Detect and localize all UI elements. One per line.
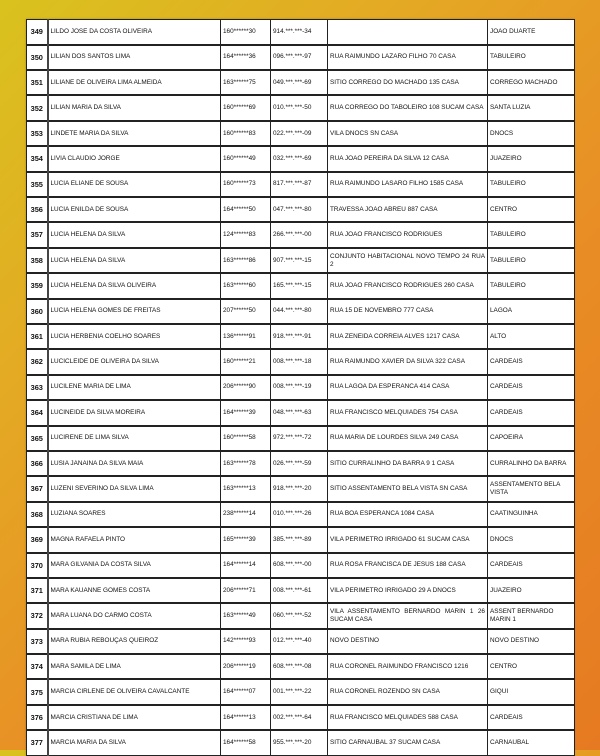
address-cell	[328, 20, 488, 45]
district-cell: LAGOA	[488, 299, 575, 324]
row-number-cell: 354	[27, 146, 48, 171]
district-cell: CARDEAIS	[488, 349, 575, 374]
nis-number-cell: 164******07	[221, 679, 271, 704]
table-row	[27, 705, 575, 730]
person-name-cell: MARA RUBIA REBOUÇAS QUEIROZ	[48, 629, 221, 654]
district-cell: TABULEIRO	[488, 45, 575, 70]
row-number-cell: 360	[27, 299, 48, 324]
address-cell: CONJUNTO HABITACIONAL NOVO TEMPO 24 RUA 2	[328, 248, 488, 273]
nis-number-cell: 163******49	[221, 603, 271, 628]
table-row	[27, 299, 575, 324]
address-cell: RUA BOA ESPERANCA 1084 CASA	[328, 502, 488, 527]
nis-number-cell: 160******30	[221, 20, 271, 45]
table-row	[27, 375, 575, 400]
address-cell: VILA PERIMETRO IRRIGADO 61 SUCAM CASA	[328, 527, 488, 552]
cpf-number-cell: 060.***.***-52	[271, 603, 328, 628]
table-row	[27, 95, 575, 120]
address-cell: RUA ZENEIDA CORREIA ALVES 1217 CASA	[328, 324, 488, 349]
cpf-number-cell: 385.***.***-89	[271, 527, 328, 552]
person-name-cell: MARA KAUANNE GOMES COSTA	[48, 578, 221, 603]
cpf-number-cell: 008.***.***-61	[271, 578, 328, 603]
nis-number-cell: 164******50	[221, 197, 271, 222]
address-cell: RUA ROSA FRANCISCA DE JESUS 188 CASA	[328, 553, 488, 578]
table-row	[27, 730, 575, 755]
row-number-cell: 364	[27, 400, 48, 425]
person-name-cell: LUCIA HELENA GOMES DE FREITAS	[48, 299, 221, 324]
district-cell: CARNAUBAL	[488, 730, 575, 755]
row-number-cell: 366	[27, 451, 48, 476]
cpf-number-cell: 817.***.***-87	[271, 172, 328, 197]
person-name-cell: LUCIA HELENA DA SILVA OLIVEIRA	[48, 273, 221, 298]
row-number-cell: 363	[27, 375, 48, 400]
row-number-cell: 368	[27, 502, 48, 527]
nis-number-cell: 164******13	[221, 705, 271, 730]
row-number-cell: 358	[27, 248, 48, 273]
person-name-cell: LILIANE DE OLIVEIRA LIMA ALMEIDA	[48, 70, 221, 95]
row-number-cell: 370	[27, 553, 48, 578]
address-cell: RUA 15 DE NOVEMBRO 777 CASA	[328, 299, 488, 324]
person-name-cell: MARCIA MARIA DA SILVA	[48, 730, 221, 755]
nis-number-cell: 160******21	[221, 349, 271, 374]
cpf-number-cell: 032.***.***-69	[271, 146, 328, 171]
table-row	[27, 349, 575, 374]
district-cell: GIQUI	[488, 679, 575, 704]
address-cell: RUA JOAO FRANCISCO RODRIGUES 260 CASA	[328, 273, 488, 298]
cpf-number-cell: 049.***.***-69	[271, 70, 328, 95]
row-number-cell: 376	[27, 705, 48, 730]
district-cell: JUAZEIRO	[488, 146, 575, 171]
cpf-number-cell: 918.***.***-20	[271, 476, 328, 501]
cpf-number-cell: 047.***.***-80	[271, 197, 328, 222]
person-name-cell: LUCILENE MARIA DE LIMA	[48, 375, 221, 400]
address-cell: VILA PERIMETRO IRRIGADO 29 A DNOCS	[328, 578, 488, 603]
table-row	[27, 70, 575, 95]
cpf-number-cell: 266.***.***-00	[271, 222, 328, 247]
district-cell: NOVO DESTINO	[488, 629, 575, 654]
district-cell: SANTA LUZIA	[488, 95, 575, 120]
nis-number-cell: 124******83	[221, 222, 271, 247]
nis-number-cell: 165******39	[221, 527, 271, 552]
person-name-cell: LUCIA HERBENIA COELHO SOARES	[48, 324, 221, 349]
cpf-number-cell: 022.***.***-09	[271, 121, 328, 146]
table-row	[27, 476, 575, 501]
district-cell: TABULEIRO	[488, 273, 575, 298]
nis-number-cell: 164******36	[221, 45, 271, 70]
address-cell: SITIO CURRALINHO DA BARRA 9 1 CASA	[328, 451, 488, 476]
table-row	[27, 451, 575, 476]
address-cell: RUA JOAO FRANCISCO RODRIGUES	[328, 222, 488, 247]
row-number-cell: 352	[27, 95, 48, 120]
district-cell: DNOCS	[488, 527, 575, 552]
district-cell: ASSENT BERNARDO MARIN 1	[488, 603, 575, 628]
district-cell: CORREGO MACHADO	[488, 70, 575, 95]
table-row	[27, 146, 575, 171]
nis-number-cell: 160******83	[221, 121, 271, 146]
cpf-number-cell: 608.***.***-00	[271, 553, 328, 578]
address-cell: RUA RAIMUNDO XAVIER DA SILVA 322 CASA	[328, 349, 488, 374]
row-number-cell: 349	[27, 20, 48, 45]
cpf-number-cell: 165.***.***-15	[271, 273, 328, 298]
district-cell: DNOCS	[488, 121, 575, 146]
row-number-cell: 377	[27, 730, 48, 755]
cpf-number-cell: 914.***.***-34	[271, 20, 328, 45]
person-name-cell: LUCIA HELENA DA SILVA	[48, 222, 221, 247]
cpf-number-cell: 048.***.***-63	[271, 400, 328, 425]
cpf-number-cell: 001.***.***-22	[271, 679, 328, 704]
table-row	[27, 222, 575, 247]
table-row	[27, 324, 575, 349]
address-cell: RUA CORONEL RAIMUNDO FRANCISCO 1216	[328, 654, 488, 679]
person-name-cell: MARCIA CRISTIANA DE LIMA	[48, 705, 221, 730]
district-cell: JOAO DUARTE	[488, 20, 575, 45]
row-number-cell: 374	[27, 654, 48, 679]
table-row	[27, 45, 575, 70]
cpf-number-cell: 907.***.***-15	[271, 248, 328, 273]
nis-number-cell: 206******71	[221, 578, 271, 603]
nis-number-cell: 160******49	[221, 146, 271, 171]
district-cell: TABULEIRO	[488, 222, 575, 247]
table-row	[27, 20, 575, 45]
address-cell: RUA CORONEL ROZENDO SN CASA	[328, 679, 488, 704]
row-number-cell: 369	[27, 527, 48, 552]
address-cell: VILA DNOCS SN CASA	[328, 121, 488, 146]
district-cell: JUAZEIRO	[488, 578, 575, 603]
nis-number-cell: 164******58	[221, 730, 271, 755]
person-name-cell: LUCICLEIDE DE OLIVEIRA DA SILVA	[48, 349, 221, 374]
address-cell: RUA MARIA DE LOURDES SILVA 249 CASA	[328, 426, 488, 451]
table-row	[27, 603, 575, 628]
table-row	[27, 197, 575, 222]
nis-number-cell: 142******93	[221, 629, 271, 654]
district-cell: CARDEAIS	[488, 375, 575, 400]
table-row	[27, 578, 575, 603]
nis-number-cell: 136******91	[221, 324, 271, 349]
person-name-cell: LUCIRENE DE LIMA SILVA	[48, 426, 221, 451]
district-cell: CURRALINHO DA BARRA	[488, 451, 575, 476]
address-cell: RUA CORREGO DO TABOLEIRO 108 SUCAM CASA	[328, 95, 488, 120]
cpf-number-cell: 010.***.***-26	[271, 502, 328, 527]
row-number-cell: 362	[27, 349, 48, 374]
person-name-cell: LILIAN MARIA DA SILVA	[48, 95, 221, 120]
table-row	[27, 273, 575, 298]
address-cell: RUA RAIMUNDO LASARO FILHO 1585 CASA	[328, 172, 488, 197]
row-number-cell: 357	[27, 222, 48, 247]
nis-number-cell: 160******58	[221, 426, 271, 451]
district-cell: ASSENTAMENTO BELA VISTA	[488, 476, 575, 501]
beneficiary-table	[26, 19, 575, 756]
cpf-number-cell: 026.***.***-59	[271, 451, 328, 476]
district-cell: CAATINGUINHA	[488, 502, 575, 527]
address-cell: SITIO CARNAUBAL 37 SUCAM CASA	[328, 730, 488, 755]
cpf-number-cell: 918.***.***-91	[271, 324, 328, 349]
row-number-cell: 372	[27, 603, 48, 628]
table-row	[27, 527, 575, 552]
district-cell: TABULEIRO	[488, 248, 575, 273]
cpf-number-cell: 010.***.***-50	[271, 95, 328, 120]
address-cell: NOVO DESTINO	[328, 629, 488, 654]
district-cell: CARDEAIS	[488, 400, 575, 425]
row-number-cell: 365	[27, 426, 48, 451]
table-row	[27, 400, 575, 425]
district-cell: CENTRO	[488, 654, 575, 679]
person-name-cell: MARA LUANA DO CARMO COSTA	[48, 603, 221, 628]
person-name-cell: LUSIA JANAINA DA SILVA MAIA	[48, 451, 221, 476]
person-name-cell: MARA GILVANIA DA COSTA SILVA	[48, 553, 221, 578]
district-cell: CARDEAIS	[488, 553, 575, 578]
table-row	[27, 248, 575, 273]
person-name-cell: MARA SAMILA DE LIMA	[48, 654, 221, 679]
row-number-cell: 367	[27, 476, 48, 501]
table-row	[27, 426, 575, 451]
cpf-number-cell: 972.***.***-72	[271, 426, 328, 451]
row-number-cell: 351	[27, 70, 48, 95]
table-row	[27, 121, 575, 146]
nis-number-cell: 164******39	[221, 400, 271, 425]
cpf-number-cell: 608.***.***-08	[271, 654, 328, 679]
person-name-cell: LUCINEIDE DA SILVA MOREIRA	[48, 400, 221, 425]
address-cell: RUA LAGOA DA ESPERANCA 414 CASA	[328, 375, 488, 400]
row-number-cell: 355	[27, 172, 48, 197]
row-number-cell: 350	[27, 45, 48, 70]
row-number-cell: 356	[27, 197, 48, 222]
table-row	[27, 553, 575, 578]
person-name-cell: LIVIA CLAUDIO JORGE	[48, 146, 221, 171]
address-cell: RUA JOAO PEREIRA DA SILVA 12 CASA	[328, 146, 488, 171]
nis-number-cell: 163******13	[221, 476, 271, 501]
person-name-cell: LILIAN DOS SANTOS LIMA	[48, 45, 221, 70]
cpf-number-cell: 012.***.***-40	[271, 629, 328, 654]
row-number-cell: 359	[27, 273, 48, 298]
table-row	[27, 654, 575, 679]
nis-number-cell: 160******69	[221, 95, 271, 120]
address-cell: RUA FRANCISCO MELQUIADES 588 CASA	[328, 705, 488, 730]
nis-number-cell: 164******14	[221, 553, 271, 578]
nis-number-cell: 163******78	[221, 451, 271, 476]
cpf-number-cell: 096.***.***-97	[271, 45, 328, 70]
nis-number-cell: 160******73	[221, 172, 271, 197]
cpf-number-cell: 008.***.***-19	[271, 375, 328, 400]
row-number-cell: 375	[27, 679, 48, 704]
person-name-cell: LUZIANA SOARES	[48, 502, 221, 527]
table-row	[27, 679, 575, 704]
district-cell: CENTRO	[488, 197, 575, 222]
address-cell: RUA FRANCISCO MELQUIADES 754 CASA	[328, 400, 488, 425]
cpf-number-cell: 008.***.***-18	[271, 349, 328, 374]
district-cell: CARDEAIS	[488, 705, 575, 730]
row-number-cell: 373	[27, 629, 48, 654]
nis-number-cell: 163******86	[221, 248, 271, 273]
table-row	[27, 502, 575, 527]
person-name-cell: MARCIA CIRLENE DE OLIVEIRA CAVALCANTE	[48, 679, 221, 704]
table-row	[27, 629, 575, 654]
person-name-cell: LUCIA ENILDA DE SOUSA	[48, 197, 221, 222]
district-cell: CAPOEIRA	[488, 426, 575, 451]
address-cell: TRAVESSA JOAO ABREU 887 CASA	[328, 197, 488, 222]
nis-number-cell: 207******50	[221, 299, 271, 324]
district-cell: TABULEIRO	[488, 172, 575, 197]
cpf-number-cell: 002.***.***-64	[271, 705, 328, 730]
nis-number-cell: 238******14	[221, 502, 271, 527]
cpf-number-cell: 044.***.***-80	[271, 299, 328, 324]
cpf-number-cell: 955.***.***-20	[271, 730, 328, 755]
nis-number-cell: 206******19	[221, 654, 271, 679]
person-name-cell: LUCIA ELIANE DE SOUSA	[48, 172, 221, 197]
person-name-cell: LUCIA HELENA DA SILVA	[48, 248, 221, 273]
nis-number-cell: 163******60	[221, 273, 271, 298]
address-cell: VILA ASSENTAMENTO BERNARDO MARIN 1 26 SUCAM CASA	[328, 603, 488, 628]
person-name-cell: LUZENI SEVERINO DA SILVA LIMA	[48, 476, 221, 501]
table-row	[27, 172, 575, 197]
nis-number-cell: 206******90	[221, 375, 271, 400]
nis-number-cell: 163******75	[221, 70, 271, 95]
row-number-cell: 371	[27, 578, 48, 603]
address-cell: SITIO CORREGO DO MACHADO 135 CASA	[328, 70, 488, 95]
row-number-cell: 361	[27, 324, 48, 349]
address-cell: RUA RAIMUNDO LAZARO FILHO 70 CASA	[328, 45, 488, 70]
person-name-cell: MAGNA RAFAELA PINTO	[48, 527, 221, 552]
person-name-cell: LILDO JOSE DA COSTA OLIVEIRA	[48, 20, 221, 45]
person-name-cell: LINDETE MARIA DA SILVA	[48, 121, 221, 146]
district-cell: ALTO	[488, 324, 575, 349]
address-cell: SITIO ASSENTAMENTO BELA VISTA SN CASA	[328, 476, 488, 501]
beneficiary-list-sheet	[26, 19, 574, 756]
row-number-cell: 353	[27, 121, 48, 146]
